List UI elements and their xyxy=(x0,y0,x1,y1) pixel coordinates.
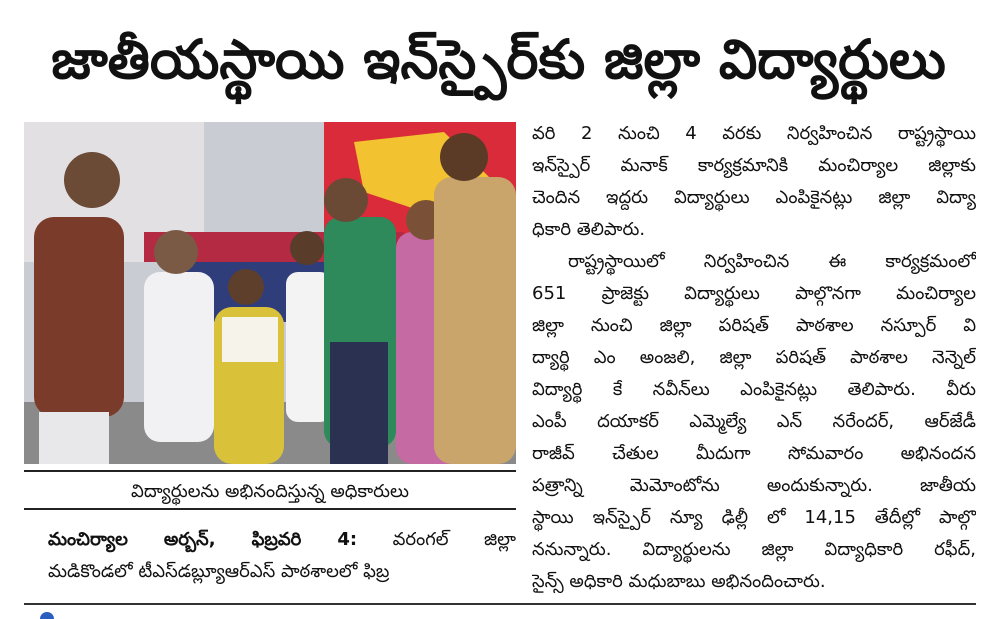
body-line: సైన్స్ అధికారి మధుబాబు అభినందించారు. xyxy=(532,571,826,592)
body-line: ద్యార్థి ఎం అంజలి, జిల్లా పరిషత్ పాఠశాల నెన్నెల్ xyxy=(532,347,976,368)
person-head xyxy=(154,230,198,274)
body-line: ధికారి తెలిపారు. xyxy=(532,219,646,240)
person-tan-kurta xyxy=(434,177,516,464)
body-line: చెందిన ఇద్దరు విద్యార్థులు ఎంపికైనట్లు జిల్లా విద్యా xyxy=(532,187,976,208)
body-line: మడికొండలో టీఎస్‌డబ్ల్యూఆర్ఎస్ పాఠశాలలో ఫిబ్ర xyxy=(48,561,390,582)
person-head xyxy=(228,269,264,305)
body-line: ఎంపీ దయాకర్ ఎమ్మెల్యే ఎన్ నరేందర్, ఆర్‌జేడీ xyxy=(532,411,976,432)
body-line: రాష్ట్రస్థాయిలో నిర్వహించిన ఈ కార్యక్రమంలో xyxy=(568,251,976,272)
person-head xyxy=(440,133,488,181)
person-white-shirt xyxy=(144,272,214,442)
body-line: 651 ప్రాజెక్టు విద్యార్థులు పాల్గొనగా మంచిర్యాల xyxy=(532,283,976,304)
person-brown-shirt xyxy=(34,217,124,417)
news-photo xyxy=(24,122,516,464)
body-line: ననున్నారు. విద్యార్థులను జిల్లా విద్యాధికారి రఫీద్, xyxy=(532,539,976,560)
photo-caption: విద్యార్థులను అభినందిస్తున్న అధికారులు xyxy=(24,470,516,510)
dateline: మంచిర్యాల అర్బన్, ఫిబ్రవరి 4: xyxy=(48,529,358,550)
body-line: పత్రాన్ని మెమోంటోను అందుకున్నారు. జాతీయ xyxy=(532,475,976,496)
body-line: వరి 2 నుంచి 4 వరకు నిర్వహించిన రాష్ట్రస్థాయి xyxy=(532,123,976,144)
award-ceremony-photo xyxy=(24,122,516,464)
article-headline: జాతీయస్థాయి ఇన్‌స్పైర్‌కు జిల్లా విద్యార్థులు xyxy=(51,28,946,91)
person-head xyxy=(64,152,120,208)
body-line xyxy=(48,524,516,556)
page-marker-icon xyxy=(40,612,54,619)
body-line: జిల్లా నుంచి జిల్లా పరిషత్ పాఠశాల నస్పూర్ వి xyxy=(532,315,976,336)
left-column-text xyxy=(48,524,516,588)
person-trousers xyxy=(330,342,388,464)
body-line: రాజీవ్ చేతుల మీదుగా సోమవారం అభినందన xyxy=(532,443,976,464)
body-line: ఇన్‌స్పైర్ మనాక్ కార్యక్రమానికి మంచిర్యాల జిల్లాకు xyxy=(532,155,976,176)
person-head xyxy=(324,178,368,222)
body-line: స్థాయి ఇన్‌స్పైర్ న్యూ ఢిల్లీ లో 14,15 తేదీల్లో పాల్గొ xyxy=(532,507,976,528)
certificate xyxy=(222,317,278,362)
body-text: వరంగల్ జిల్లా xyxy=(392,529,516,550)
body-line: విద్యార్థి కే నవీన్‌లు ఎంపికైనట్లు తెలిపారు. వీరు xyxy=(532,379,976,400)
right-column-text xyxy=(532,118,976,598)
footer-divider xyxy=(24,603,976,605)
person-head xyxy=(290,231,324,265)
person-legs xyxy=(39,412,109,464)
